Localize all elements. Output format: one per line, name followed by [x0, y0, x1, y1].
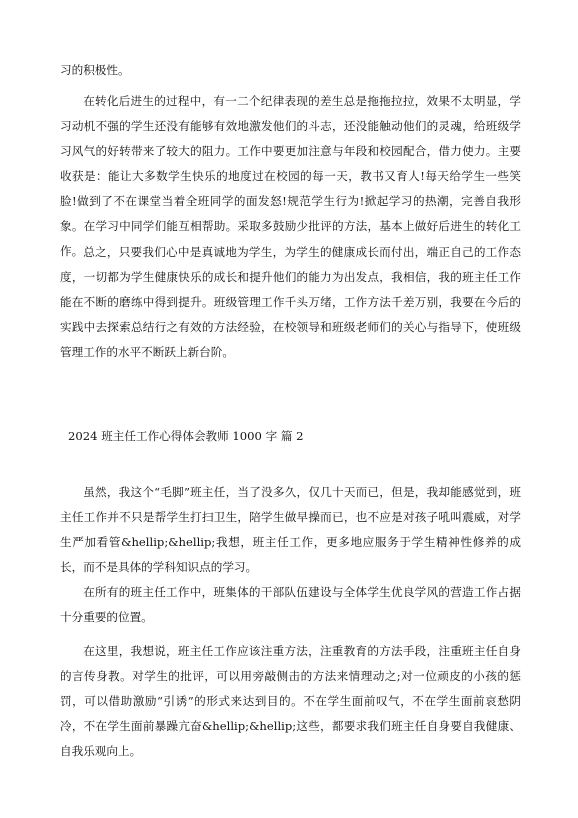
paragraph-conclusion: 总之，只要我们心中是真诚地为学生，为学生的健康成长而付出，端正自己的工作态度，一切都为学生健康快乐的成长和提升他们的能力为出发点，我相信，我的班主任工作能在不断的磨练中得到提升。班级管理工作千头万绪，工作方法千差万别，我要在今后的实践中去探索总结行之有效的方法经验，在校领导和班级老师们的关心与指导下，使班级管理工作的水平不断跃上新台阶。 — [60, 245, 521, 359]
paragraph-novice-teacher: 虽然，我这个“毛脚”班主任，当了没多久，仅几十天而已，但是，我却能感觉到，班主任工作并不只是帮学生打扫卫生，陪学生做早操而已，也不应是对孩子吼叫震威，对学生严加看管&hellip;&hellip;我想，班主任工作，更多地应服务于学生精神性修养的成长，而不是具体的学科知识点的学习。 — [60, 485, 521, 574]
paragraph-class-cadre: 在所有的班主任工作中，班集体的干部队伍建设与全体学生优良学风的营造工作占据十分重要的位置。 — [60, 585, 521, 624]
paragraph-teaching-methods: 在这里，我想说，班主任工作应该注重方法，注重教育的方法手段，注重班主任自身的言传身教。对学生的批评，可以用旁敲侧击的方法来情理动之;对一位顽皮的小孩的惩罚，可以借助激励“引诱”的形式来达到目的。不在学生面前叹气，不在学生面前哀愁阴冷，不在学生面前暴躁亢奋&hellip;&hellip;这些，都要求我们班主任自身要自我健康、自我乐观向上。 — [60, 644, 521, 758]
paragraph-underachiever-transformation: 在转化后进生的过程中，有一二个纪律表现的差生总是拖拖拉拉，效果不太明显，学习动机不强的学生还没有能够有效地激发他们的斗志，还没能触动他们的灵魂，给班级学习风气的好转带来了较大的阻力。工作中要更加注意与年段和校园配合，借力使力。主要收获是：能让大多数学生快乐的地度过在校园的每一天，教书又育人!每天给学生一些笑脸!做到了不在课堂当着全班同学的面发怒!规范学生行为!掀起学习的热潮，完善自我形象。在学习中同学们能互相帮助。采取多鼓励少批评的方法，基本上做好后进生的转化工作。 — [60, 94, 521, 258]
paragraph-continuation: 习的积极性。 — [60, 63, 130, 77]
section-heading: 2024 班主任工作心得体会教师 1000 字 篇 2 — [68, 429, 304, 443]
